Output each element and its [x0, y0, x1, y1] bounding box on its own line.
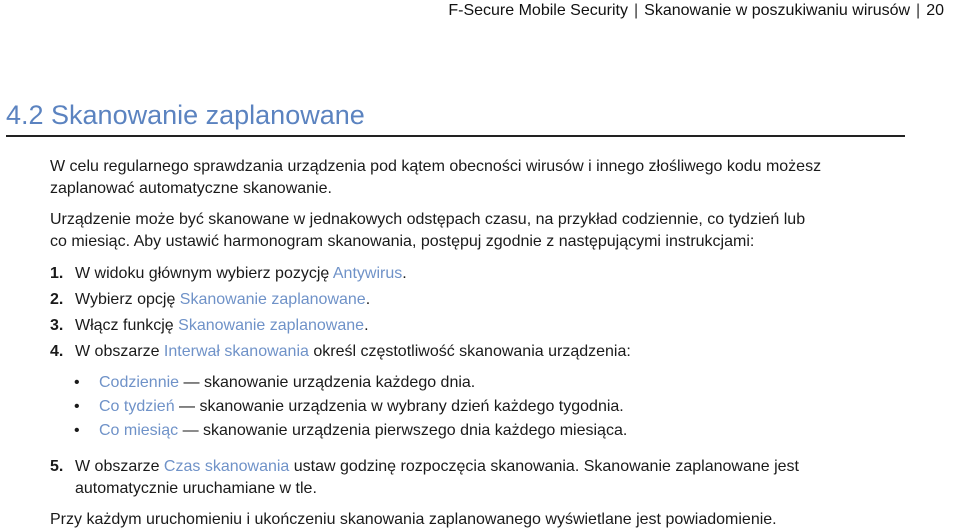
- bullet-dot: •: [74, 398, 80, 415]
- step-text: W widoku głównym wybierz pozycję: [75, 265, 333, 282]
- para2-line-1: Urządzenie może być skanowane w jednakowych odstępach czasu, na przykład codziennie, co tydzień lub: [50, 211, 806, 228]
- ui-term: Co miesiąc: [99, 422, 179, 439]
- step-5-line-2: automatycznie uruchamiane w tle.: [75, 480, 317, 497]
- step-text: ustaw godzinę rozpoczęcia skanowania. Skanowanie zaplanowane jest: [289, 458, 799, 475]
- step-5: [50, 456, 799, 478]
- step-1: [50, 263, 407, 285]
- step-text: Wybierz opcję: [75, 291, 180, 308]
- ui-term: Czas skanowania: [163, 458, 290, 475]
- page-number: 20: [926, 2, 944, 19]
- header-section: Skanowanie w poszukiwaniu wirusów: [644, 2, 911, 19]
- step-text: W obszarze: [75, 343, 164, 360]
- bullet-monthly: [74, 420, 627, 442]
- bullet-dot: •: [74, 374, 80, 391]
- header-separator: |: [633, 2, 639, 19]
- ui-term: Codziennie: [99, 374, 180, 391]
- step-text: .: [364, 317, 369, 334]
- bullet-text: — skanowanie urządzenia pierwszego dnia każdego miesiąca.: [178, 422, 628, 439]
- step-4: [50, 341, 631, 363]
- step-number: 4.: [50, 343, 64, 360]
- step-number: 1.: [50, 265, 64, 282]
- para2-line-2: co miesiąc. Aby ustawić harmonogram skanowania, postępuj zgodnie z następującymi instrukcjami:: [50, 233, 755, 250]
- footer-note: Przy każdym uruchomieniu i ukończeniu skanowania zaplanowanego wyświetlane jest powiadomienie.: [50, 511, 777, 528]
- page-header: [448, 2, 944, 20]
- step-text: określ częstotliwość skanowania urządzenia:: [308, 343, 631, 360]
- title-rule: [6, 135, 905, 137]
- step-text: .: [402, 265, 407, 282]
- ui-term: Antywirus: [332, 265, 403, 282]
- bullet-dot: •: [74, 422, 80, 439]
- step-number: 5.: [50, 458, 64, 475]
- step-3: [50, 315, 369, 337]
- step-number: 3.: [50, 317, 64, 334]
- ui-term: Interwał skanowania: [163, 343, 309, 360]
- step-number: 2.: [50, 291, 64, 308]
- bullet-text: — skanowanie urządzenia każdego dnia.: [179, 374, 476, 391]
- section-title: 4.2 Skanowanie zaplanowane: [6, 100, 365, 130]
- bullet-weekly: [74, 396, 624, 418]
- header-product: F-Secure Mobile Security: [448, 2, 628, 19]
- ui-term: Skanowanie zaplanowane: [179, 291, 366, 308]
- step-text: Włącz funkcję: [75, 317, 179, 334]
- ui-term: Skanowanie zaplanowane: [178, 317, 365, 334]
- bullet-text: — skanowanie urządzenia w wybrany dzień każdego tygodnia.: [174, 398, 624, 415]
- ui-term: Co tydzień: [99, 398, 175, 415]
- intro-line-2: zaplanować automatyczne skanowanie.: [50, 180, 332, 197]
- step-text: .: [365, 291, 371, 308]
- intro-line-1: W celu regularnego sprawdzania urządzenia pod kątem obecności wirusów i innego złośliwego kodu możesz: [50, 158, 822, 175]
- step-2: [50, 289, 370, 311]
- bullet-daily: [74, 372, 475, 394]
- header-separator: |: [916, 2, 921, 19]
- step-text: W obszarze: [75, 458, 164, 475]
